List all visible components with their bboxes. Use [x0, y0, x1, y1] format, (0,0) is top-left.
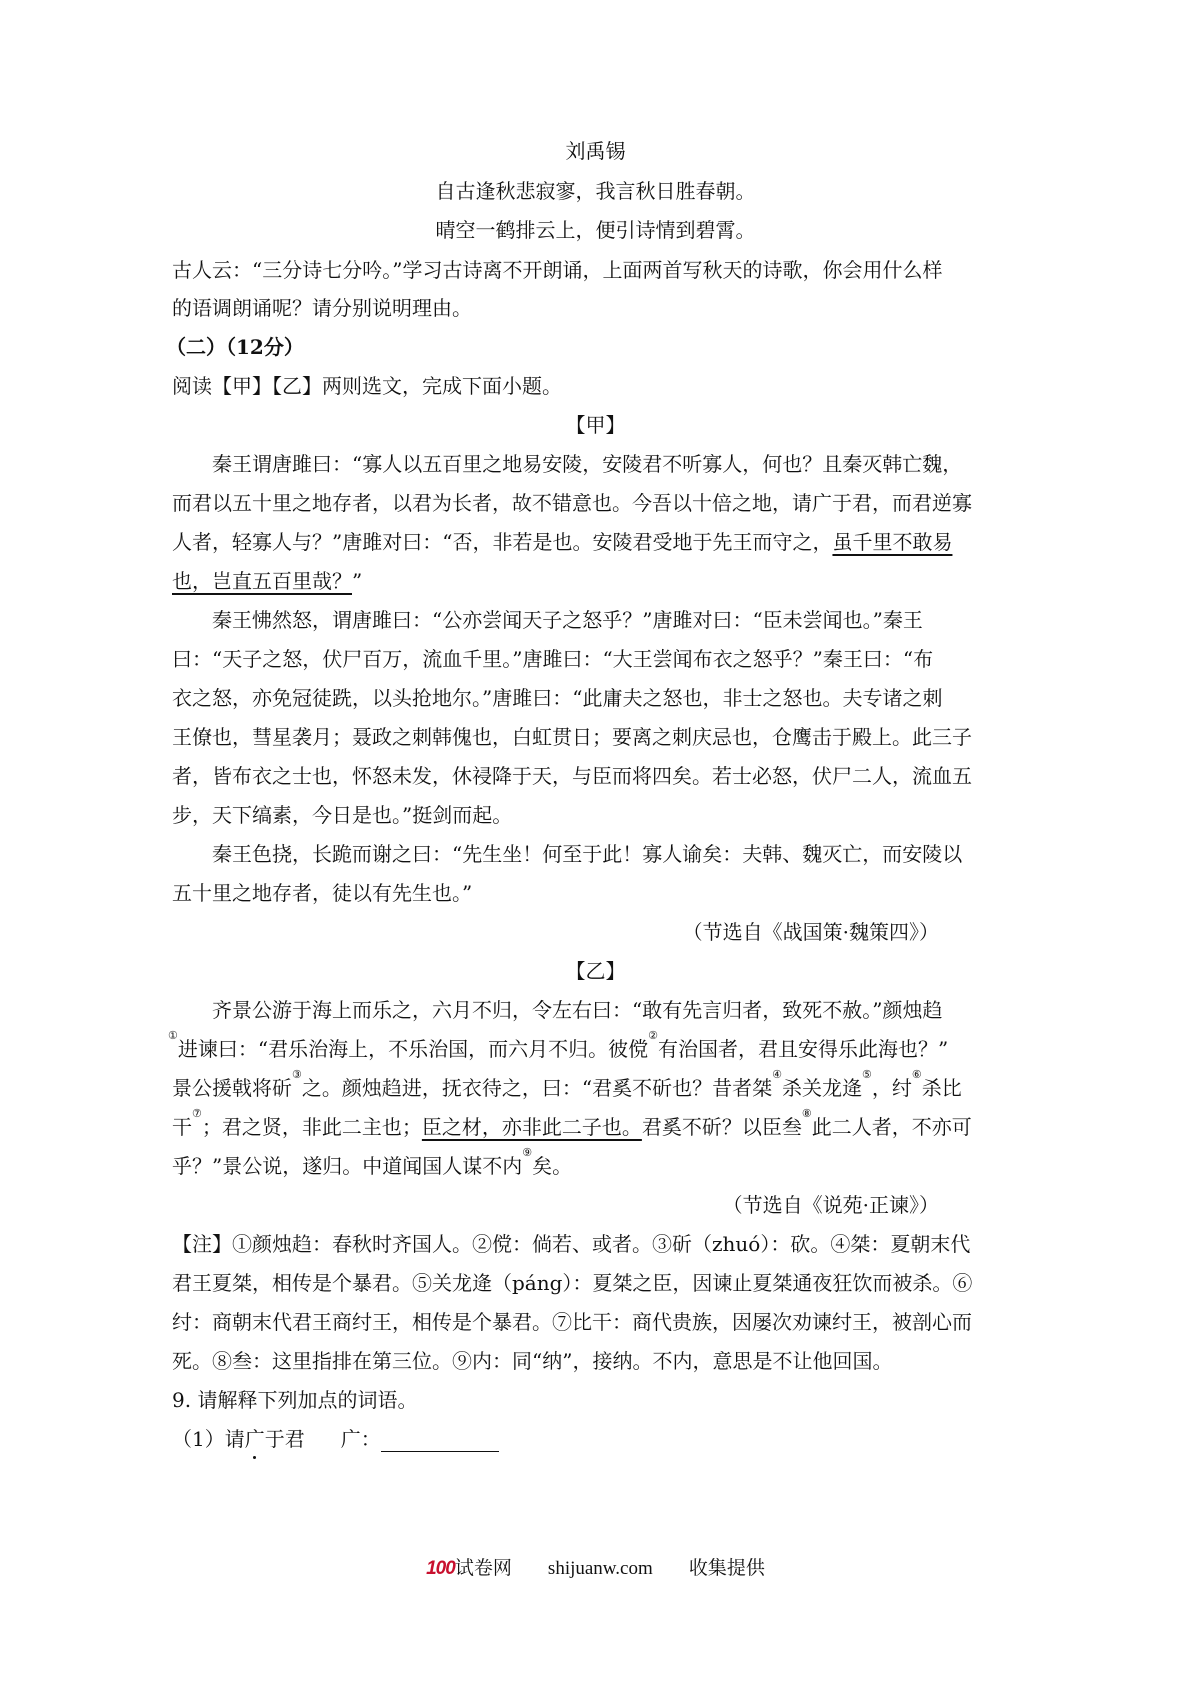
passage-jia-text: 人者，轻寡人与？”唐雎对曰：“否，非若是也。安陵君受地于先王而守之，虽千里不敢易 — [172, 530, 953, 554]
passage-yi-text: 齐景公游于海上而乐之，六月不归，令左右曰：“敢有先言归者，致死不赦。”颜烛趋 — [212, 998, 943, 1022]
passage-jia-text: 秦王谓唐雎曰：“寡人以五百里之地易安陵，安陵君不听寡人，何也？且秦灭韩亡魏， — [212, 452, 963, 476]
passage-jia-text: 也，岂直五百里哉？” — [172, 569, 363, 593]
site-name: 试卷网 — [454, 1557, 512, 1579]
site-domain: shijuanw.com — [547, 1558, 653, 1579]
section-instruction: 阅读【甲】【乙】两则选文，完成下面小题。 — [172, 374, 562, 398]
site-logo: 100 — [426, 1558, 455, 1579]
passage-jia-text: 步，天下缟素，今日是也。”挺剑而起。 — [172, 803, 513, 827]
passage-yi-text: 乎？”景公说，遂归。中道闻国人谋不内⑨矣。 — [172, 1146, 573, 1178]
source-citation: （节选自《战国策·魏策四》） — [682, 920, 939, 944]
passage-yi-text: ①进谏曰：“君乐治海上，不乐治国，而六月不归。彼傥②有治国者，君且安得乐此海也？” — [168, 1029, 949, 1061]
passage-heading-jia: 【甲】 — [565, 413, 626, 437]
notes-text: 纣：商朝末代君王商纣王，相传是个暴君。⑦比干：商代贵族，因屡次劝谏纣王，被剖心而 — [172, 1310, 972, 1334]
question-text: 的语调朗诵呢？请分别说明理由。 — [172, 296, 472, 320]
section-title: （二）（12分） — [166, 335, 304, 359]
question-text: 古人云：“三分诗七分吟。”学习古诗离不开朗诵，上面两首写秋天的诗歌，你会用什么样 — [172, 258, 943, 282]
underlined-sentence: 臣之材，亦非此二子也。 — [421, 1115, 642, 1139]
notes-text: 君王夏桀，相传是个暴君。⑤关龙逄（páng）：夏桀之臣，因谏止夏桀通夜狂饮而被杀。⑥ — [172, 1271, 973, 1295]
passage-jia-text: 衣之怒，亦免冠徒跣，以头抢地尔。”唐雎曰：“此庸夫之怒也，非士之怒也。夫专诸之刺 — [172, 686, 943, 710]
poem-line: 晴空一鹤排云上，便引诗情到碧霄。 — [435, 218, 756, 242]
underlined-sentence: 也，岂直五百里哉？ — [172, 569, 352, 593]
question-9-prompt: 9. 请解释下列加点的词语。 — [172, 1388, 418, 1412]
underlined-sentence: 虽千里不敢易 — [832, 530, 953, 554]
notes-text: 【注】①颜烛趋：春秋时齐国人。②傥：倘若、或者。③斫（zhuó）：砍。④桀：夏朝末代 — [172, 1232, 971, 1256]
passage-jia-text: 而君以五十里之地存者，以君为长者，故不错意也。今吾以十倍之地，请广于君，而君逆寡 — [172, 491, 972, 515]
provider-text: 收集提供 — [688, 1557, 765, 1579]
notes-text: 死。⑧叁：这里指排在第三位。⑨内：同“纳”，接纳。不内，意思是不让他回国。 — [172, 1349, 893, 1373]
poem-line: 自古逢秋悲寂寥，我言秋日胜春朝。 — [435, 179, 756, 203]
passage-heading-yi: 【乙】 — [565, 959, 626, 983]
passage-jia-text: 秦王色挠，长跪而谢之曰：“先生坐！何至于此！寡人谕矣：夫韩、魏灭亡，而安陵以 — [212, 842, 963, 866]
question-9-item-1: （1）请广于君 广： — [172, 1423, 499, 1452]
passage-jia-text: 曰：“天子之怒，伏尸百万，流血千里。”唐雎曰：“大王尝闻布衣之怒乎？”秦王曰：“布 — [172, 647, 934, 671]
poem-author: 刘禹锡 — [565, 139, 626, 163]
passage-jia-text: 秦王怫然怒，谓唐雎曰：“公亦尝闻天子之怒乎？”唐雎对曰：“臣未尝闻也。”秦王 — [212, 608, 923, 632]
passage-yi-text: 景公援戟将斫③之。颜烛趋进，抚衣待之，曰：“君奚不斫也？昔者桀④杀关龙逄⑤，纣⑥杀比 — [172, 1068, 962, 1100]
passage-yi-text: 干⑦；君之贤，非此二主也；臣之材，亦非此二子也。君奚不斫？以臣叁⑧此二人者，不亦可 — [172, 1107, 972, 1139]
passage-jia-text: 者，皆布衣之士也，怀怒未发，休祲降于天，与臣而将四矣。若士必怒，伏尸二人，流血五 — [172, 764, 972, 788]
source-citation: （节选自《说苑·正谏》） — [722, 1193, 939, 1217]
emphasis-dot-word: 广 — [244, 1427, 265, 1451]
passage-jia-text: 五十里之地存者，徒以有先生也。” — [172, 881, 473, 905]
answer-blank[interactable] — [381, 1431, 499, 1452]
footer — [0, 1553, 1191, 1580]
passage-jia-text: 王僚也，彗星袭月；聂政之刺韩傀也，白虹贯日；要离之刺庆忌也，仓鹰击于殿上。此三子 — [172, 725, 972, 749]
